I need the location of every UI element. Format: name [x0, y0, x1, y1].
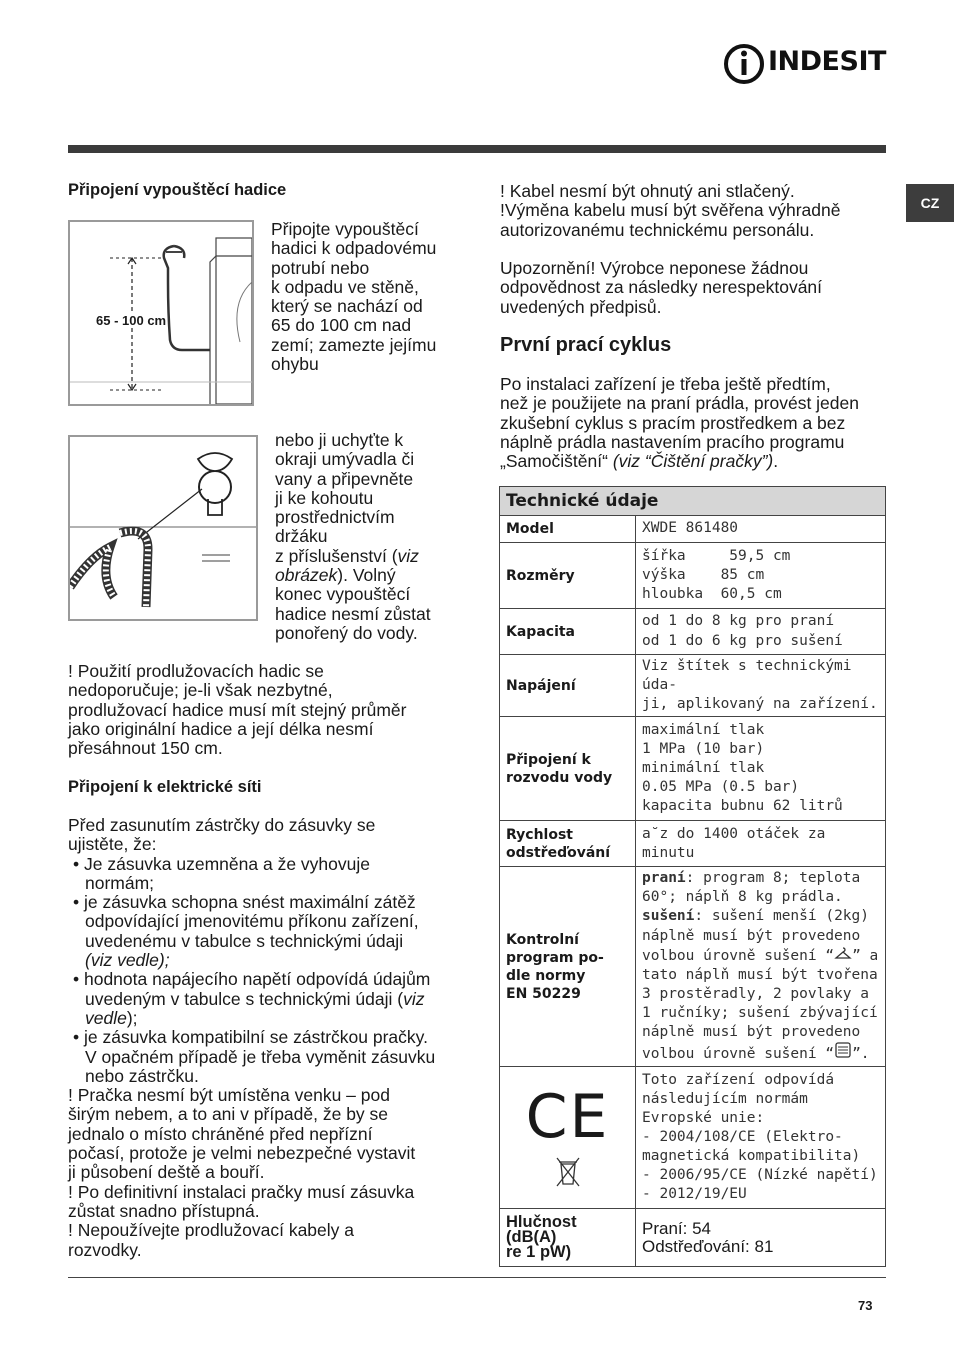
ce-mark: CE: [525, 1082, 610, 1153]
electric-checklist: Před zasunutím zástrčky do zásuvky se ujistěte, že: • Je zásuvka uzemněna a že vyhovuje normám; • je zásuvka schopna snést maximální zátěž odpovídající jmenovitému příkonu zařízení, uvedenému v tabulce s technickými údaji (viz vedle); • hodnota napájecího napětí odpovídá údajům uvedeným v tabulce s technickými údaji (viz vedle); • je zásuvka kompatibilní se zástrčkou pračky. V opačném případě je třeba vyměnit zásuvku nebo zástrčku. ! Pračka nesmí být umístěna venku – pod širým nebem, a to ani v případě, že by se jednalo o místo chráněné před nepřízní počasí, protože je velmi nebezpečné vystavit ji působení deště a bouří. ! Po definitivní instalaci pračky musí zásuvka zůstat snadno přístupná. ! Nepoužívejte prodlužovací kabely a rozvodky.: [68, 815, 436, 1260]
liability-notice: Upozornění! Výrobce neponese žádnou odpovědnost za následky nerespektování uvedených předpisů.: [500, 258, 823, 317]
extension-hose-warning: ! Použití prodlužovacích hadic se nedoporučuje; je-li však nezbytné, prodlužovací hadice musí mít stejný průměr jako originální hadice a její délka nesmí přesáhnout 150 cm.: [68, 661, 407, 759]
brand-name: INDESIT: [768, 46, 886, 77]
page-number: 73: [858, 1298, 873, 1313]
drain-instructions: Připojte vypouštěcí hadici k odpadovému potrubí nebo k odpadu ve stěně, který se nachází od 65 do 100 cm nad zemí; zamezte jejímu ohybu: [271, 219, 437, 375]
cable-warning: ! Kabel nesmí být ohnutý ani stlačený. !Výměna kabelu musí být svěřena výhradně autorizovanému technickému personálu.: [500, 181, 841, 240]
height-label: 65 - 100 cm: [96, 313, 167, 328]
first-cycle-title: První prací cyklus: [500, 334, 672, 356]
sink-hook-illustration: [70, 437, 256, 619]
table-row-noise: Hlučnost (dB(A) re 1 pW) Praní: 54 Odstřeďování: 81: [500, 1209, 886, 1267]
table-row-ce: CE Toto zařízení odpovídá následujícím normám Evropské unie: - 2004/108/CE (Elektro- magnetická kompatibilita) - 2006/95/CE (Nízké napětí) - 2012/19/EU: [500, 1067, 886, 1209]
tech-table-title: Technické údaje: [500, 487, 886, 516]
sink-hook-figure: [68, 435, 258, 621]
first-cycle-text: Po instalaci zařízení je třeba ještě předtím, než je použijete na praní prádla, provést jeden zkušební cyklus s pracím prostředkem a bez náplně prádla nastavením pracího programu „Samočištění“ (viz “Čištění pračky”).: [500, 374, 859, 472]
brand-logo: [722, 40, 892, 88]
drain-hose-figure: [68, 220, 254, 406]
section-title-drain-hose: Připojení vypouštěcí hadice: [68, 181, 287, 199]
table-row-control-program: Kontrolní program po- dle normy EN 50229 praní: program 8; teplota 60°; náplň 8 kg prádla. sušení: sušení menší (2kg) náplně musí být provedeno volbou úrovně sušení “ ” a tato náplň musí být tvořena 3 prostěradly, 2 povlaky a 1 ručníky; sušení zbývající náplně musí být provedeno volbou úrovně sušení “ ”.: [500, 867, 886, 1067]
table-row-dimensions: Rozměry šířka 59,5 cm výška 85 cm hloubka 60,5 cm: [500, 543, 886, 609]
table-row-water: Připojení k rozvodu vody maximální tlak 1 MPa (10 bar) minimální tlak 0.05 MPa (0.5 bar) kapacita bubnu 62 litrů: [500, 717, 886, 821]
table-row-power: Napájení Viz štítek s technickými úda- ji, aplikovaný na zařízení.: [500, 655, 886, 717]
hanger-icon: [834, 946, 852, 960]
logo-icon: [722, 42, 766, 86]
tech-data-table: [499, 486, 886, 1267]
weee-bin-icon: [555, 1156, 581, 1188]
table-row-model: Model XWDE 861480: [500, 516, 886, 543]
section-title-electric: Připojení k elektrické síti: [68, 778, 262, 796]
language-tab: CZ: [906, 184, 954, 222]
cupboard-icon: [834, 1042, 852, 1058]
table-row-capacity: Kapacita od 1 do 8 kg pro praní od 1 do 6 kg pro sušení: [500, 609, 886, 655]
bottom-divider: [68, 1277, 886, 1278]
table-row-spin: Rychlost odstřeďování a˘z do 1400 otáček za minutu: [500, 821, 886, 867]
top-divider: [68, 145, 886, 153]
sink-instructions: nebo ji uchyťte k okraji umývadla či vany a připevněte ji ke kohoutu prostřednictvím držáku z příslušenství (viz obrázek). Volný konec vypouštěcí hadice nesmí zůstat ponořený do vody.: [275, 430, 431, 643]
